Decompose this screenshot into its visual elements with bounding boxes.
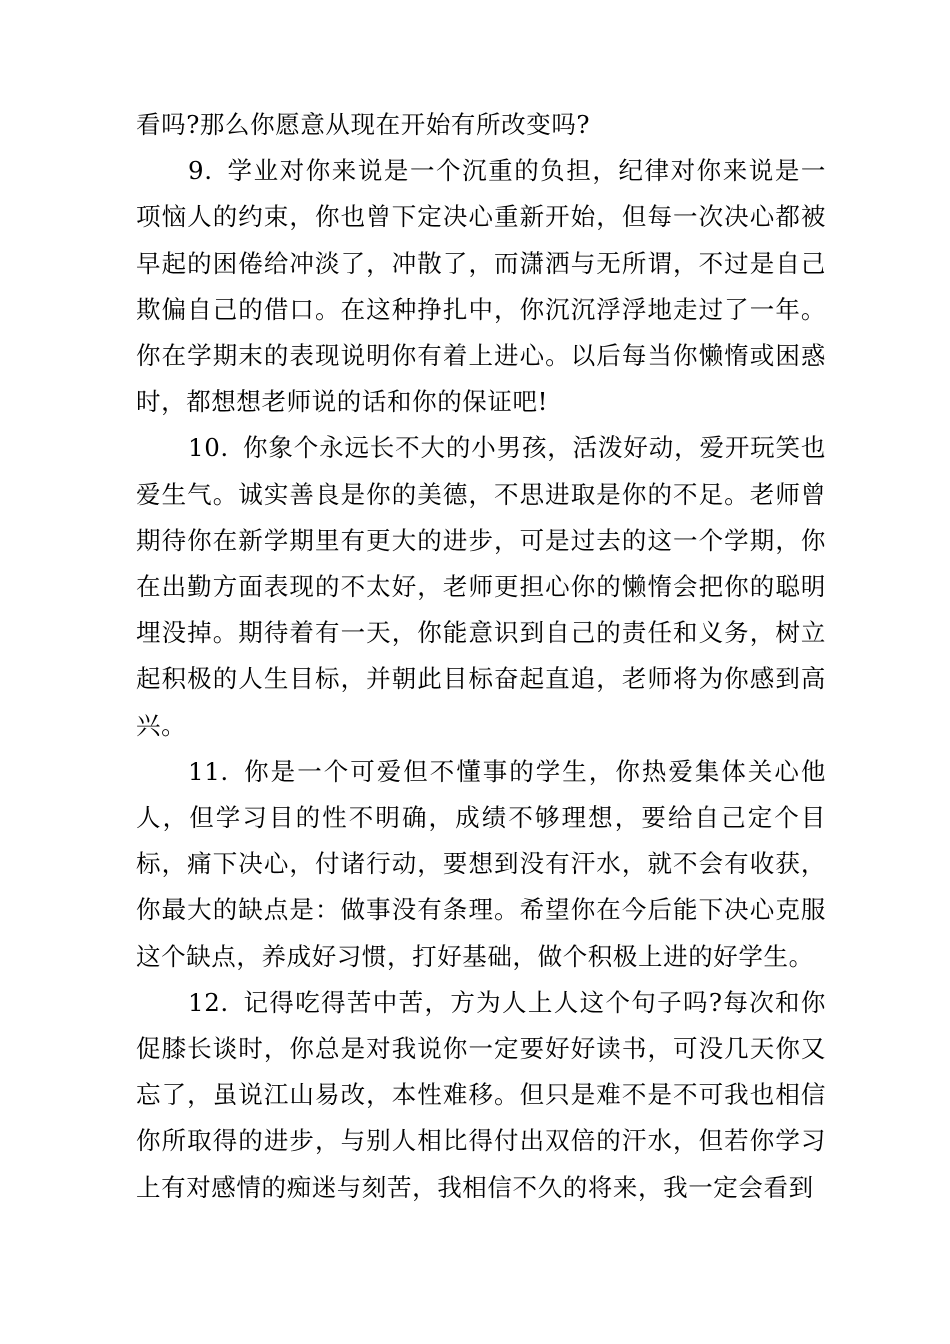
- paragraph-text: 你是一个可爱但不懂事的学生，你热爱集体关心他人，但学习目的性不明确，成绩不够理想，要给自己定个目标，痛下决心，付诸行动，要想到没有汗水，就不会有收获，你最大的缺点是：做事没有条理。希望你在今后能下决心克服这个缺点，养成好习惯，打好基础，做个积极上进的好学生。: [136, 756, 826, 971]
- paragraph-11: [136, 749, 826, 980]
- paragraph-number: 9.: [188, 156, 213, 186]
- paragraph-number: 10.: [188, 433, 229, 463]
- paragraph-9: [136, 148, 826, 425]
- paragraph-text: 你象个永远长不大的小男孩，活泼好动，爱开玩笑也爱生气。诚实善良是你的美德，不思进取是你的不足。老师曾期待你在新学期里有更大的进步，可是过去的这一个学期，你在出勤方面表现的不太好，老师更担心你的懒惰会把你的聪明埋没掉。期待着有一天，你能意识到自己的责任和义务，树立起积极的人生目标，并朝此目标奋起直追，老师将为你感到高兴。: [136, 433, 826, 740]
- document-page: [136, 102, 826, 1211]
- paragraph-number: 11.: [188, 756, 229, 786]
- paragraph-10: [136, 425, 826, 748]
- paragraph-text: 记得吃得苦中苦，方为人上人这个句子吗?每次和你促膝长谈时，你总是对我说你一定要好好读书，可没几天你又忘了，虽说江山易改，本性难移。但只是难不是不可我也相信你所取得的进步，与别人相比得付出双倍的汗水，但若你学习上有对感情的痴迷与刻苦，我相信不久的将来，我一定会看到: [136, 987, 826, 1202]
- paragraph-continuation: [136, 102, 826, 148]
- paragraph-text: 学业对你来说是一个沉重的负担，纪律对你来说是一项恼人的约束，你也曾下定决心重新开始，但每一次决心都被早起的困倦给冲淡了，冲散了，而潇洒与无所谓，不过是自己欺偏自己的借口。在这种挣扎中，你沉沉浮浮地走过了一年。你在学期末的表现说明你有着上进心。以后每当你懒惰或困惑时，都想想老师说的话和你的保证吧!: [136, 156, 826, 417]
- paragraph-12: [136, 980, 826, 1211]
- paragraph-text: 看吗?那么你愿意从现在开始有所改变吗?: [136, 110, 591, 139]
- paragraph-number: 12.: [188, 987, 229, 1017]
